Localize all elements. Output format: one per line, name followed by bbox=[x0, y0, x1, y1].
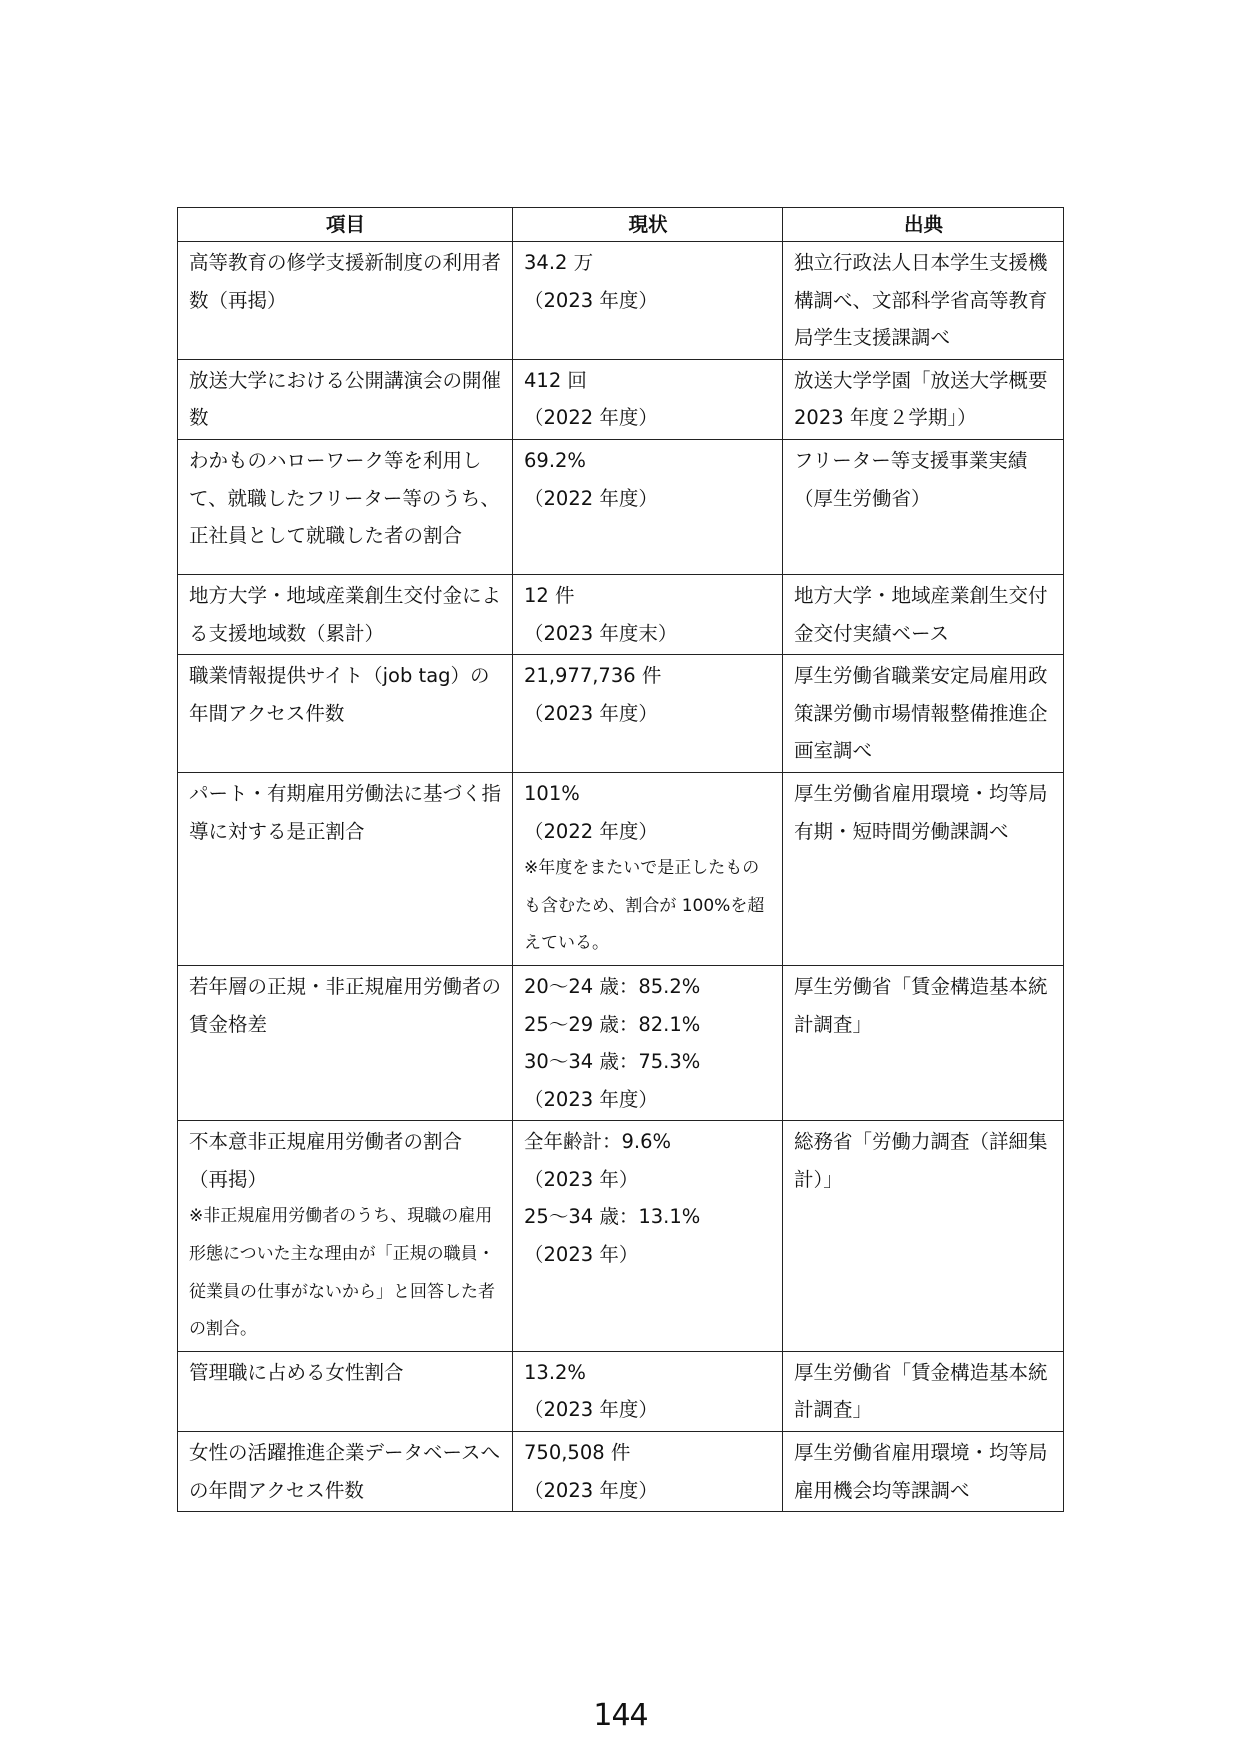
table-row bbox=[178, 439, 1064, 574]
cell-status bbox=[513, 574, 783, 654]
cell-item-text: 管理職に占める女性割合 bbox=[189, 1360, 404, 1384]
cell-source: 厚生労働省職業安定局雇用政策課労働市場情報整備推進企画室調べ bbox=[783, 655, 1064, 773]
cell-item-text: 女性の活躍推進企業データベースへの年間アクセス件数 bbox=[189, 1441, 501, 1502]
header-item: 項目 bbox=[178, 208, 513, 242]
cell-status-text: 20～24 歳：85.2% 25～29 歳：82.1% 30～34 歳：75.3% （2023 年度） bbox=[524, 974, 701, 1111]
cell-status-text: 12 件 （2023 年度末） bbox=[524, 583, 678, 645]
cell-item bbox=[178, 439, 513, 574]
cell-status-text: 21,977,736 件 （2023 年度） bbox=[524, 664, 662, 725]
cell-source: 厚生労働省雇用環境・均等局有期・短時間労働課調べ bbox=[783, 772, 1064, 965]
cell-item-text: わかものハローワーク等を利用して、就職したフリーター等のうち、正社員として就職した者の割合 bbox=[189, 448, 500, 548]
cell-item bbox=[178, 359, 513, 439]
cell-item-text: 職業情報提供サイト（job tag）の年間アクセス件数 bbox=[189, 664, 490, 725]
table-body bbox=[178, 242, 1068, 1512]
cell-status bbox=[513, 1351, 783, 1431]
cell-item-text: 不本意非正規雇用労働者の割合 （再掲） bbox=[189, 1130, 463, 1191]
cell-item bbox=[178, 1121, 513, 1352]
cell-item bbox=[178, 1432, 513, 1512]
cell-status-text: 69.2% （2022 年度） bbox=[524, 448, 658, 510]
cell-source: 総務省「労働力調査（詳細集計）」 bbox=[783, 1121, 1064, 1352]
cell-status-text: 101% （2022 年度） bbox=[524, 781, 658, 843]
cell-status bbox=[513, 1432, 783, 1512]
cell-status-text: 13.2% （2023 年度） bbox=[524, 1360, 658, 1422]
cell-status bbox=[513, 965, 783, 1120]
cell-item bbox=[178, 242, 513, 360]
cell-source: フリーター等支援事業実績 （厚生労働省） bbox=[783, 439, 1064, 574]
cell-item bbox=[178, 655, 513, 773]
table-row bbox=[178, 1351, 1064, 1431]
cell-status bbox=[513, 439, 783, 574]
cell-item bbox=[178, 1351, 513, 1431]
cell-item-text: 地方大学・地域産業創生交付金による支援地域数（累計） bbox=[189, 583, 502, 645]
cell-status-text: 34.2 万 （2023 年度） bbox=[524, 251, 658, 312]
cell-status-note: ※年度をまたいで是正したものも含むため、割合が 100%を超えている。 bbox=[524, 858, 765, 954]
cell-item-note: ※非正規雇用労働者のうち、現職の雇用形態についた主な理由が「正規の職員・従業員の仕事がないから」と回答した者の割合。 bbox=[189, 1206, 495, 1340]
cell-status bbox=[513, 1121, 783, 1352]
cell-source: 厚生労働省「賃金構造基本統計調査」 bbox=[783, 965, 1064, 1120]
table-row bbox=[178, 1432, 1064, 1512]
cell-status bbox=[513, 359, 783, 439]
table-row bbox=[178, 655, 1064, 773]
cell-source: 厚生労働省雇用環境・均等局雇用機会均等課調べ bbox=[783, 1432, 1064, 1512]
cell-item-text: 高等教育の修学支援新制度の利用者数（再掲） bbox=[189, 251, 502, 312]
cell-item bbox=[178, 965, 513, 1120]
table-row bbox=[178, 772, 1064, 965]
cell-item-text: 放送大学における公開講演会の開催数 bbox=[189, 368, 502, 430]
cell-status-text: 全年齢計：9.6% （2023 年） 25～34 歳：13.1% （2023 年） bbox=[524, 1130, 701, 1267]
cell-source: 独立行政法人日本学生支援機構調べ、文部科学省高等教育局学生支援課調べ bbox=[783, 242, 1064, 360]
cell-status bbox=[513, 655, 783, 773]
cell-item-text: パート・有期雇用労働法に基づく指導に対する是正割合 bbox=[189, 781, 502, 843]
page-number: 144 bbox=[593, 1698, 648, 1733]
cell-status bbox=[513, 772, 783, 965]
table-row bbox=[178, 574, 1064, 654]
cell-source: 放送大学学園「放送大学概要 2023 年度２学期」） bbox=[783, 359, 1064, 439]
cell-status-text: 412 回 （2022 年度） bbox=[524, 368, 658, 430]
table-row bbox=[178, 965, 1064, 1120]
cell-item bbox=[178, 772, 513, 965]
cell-status bbox=[513, 242, 783, 360]
table-row bbox=[178, 242, 1064, 360]
cell-item bbox=[178, 574, 513, 654]
table-header-row bbox=[178, 208, 1064, 242]
cell-source: 厚生労働省「賃金構造基本統計調査」 bbox=[783, 1351, 1064, 1431]
table-row bbox=[178, 359, 1064, 439]
table-row bbox=[178, 1121, 1064, 1352]
header-status: 現状 bbox=[513, 208, 783, 242]
header-source: 出典 bbox=[783, 208, 1064, 242]
cell-source: 地方大学・地域産業創生交付金交付実績ベース bbox=[783, 574, 1064, 654]
indicator-table bbox=[177, 207, 1068, 1512]
cell-item-text: 若年層の正規・非正規雇用労働者の賃金格差 bbox=[189, 974, 502, 1036]
cell-status-text: 750,508 件 （2023 年度） bbox=[524, 1441, 658, 1502]
